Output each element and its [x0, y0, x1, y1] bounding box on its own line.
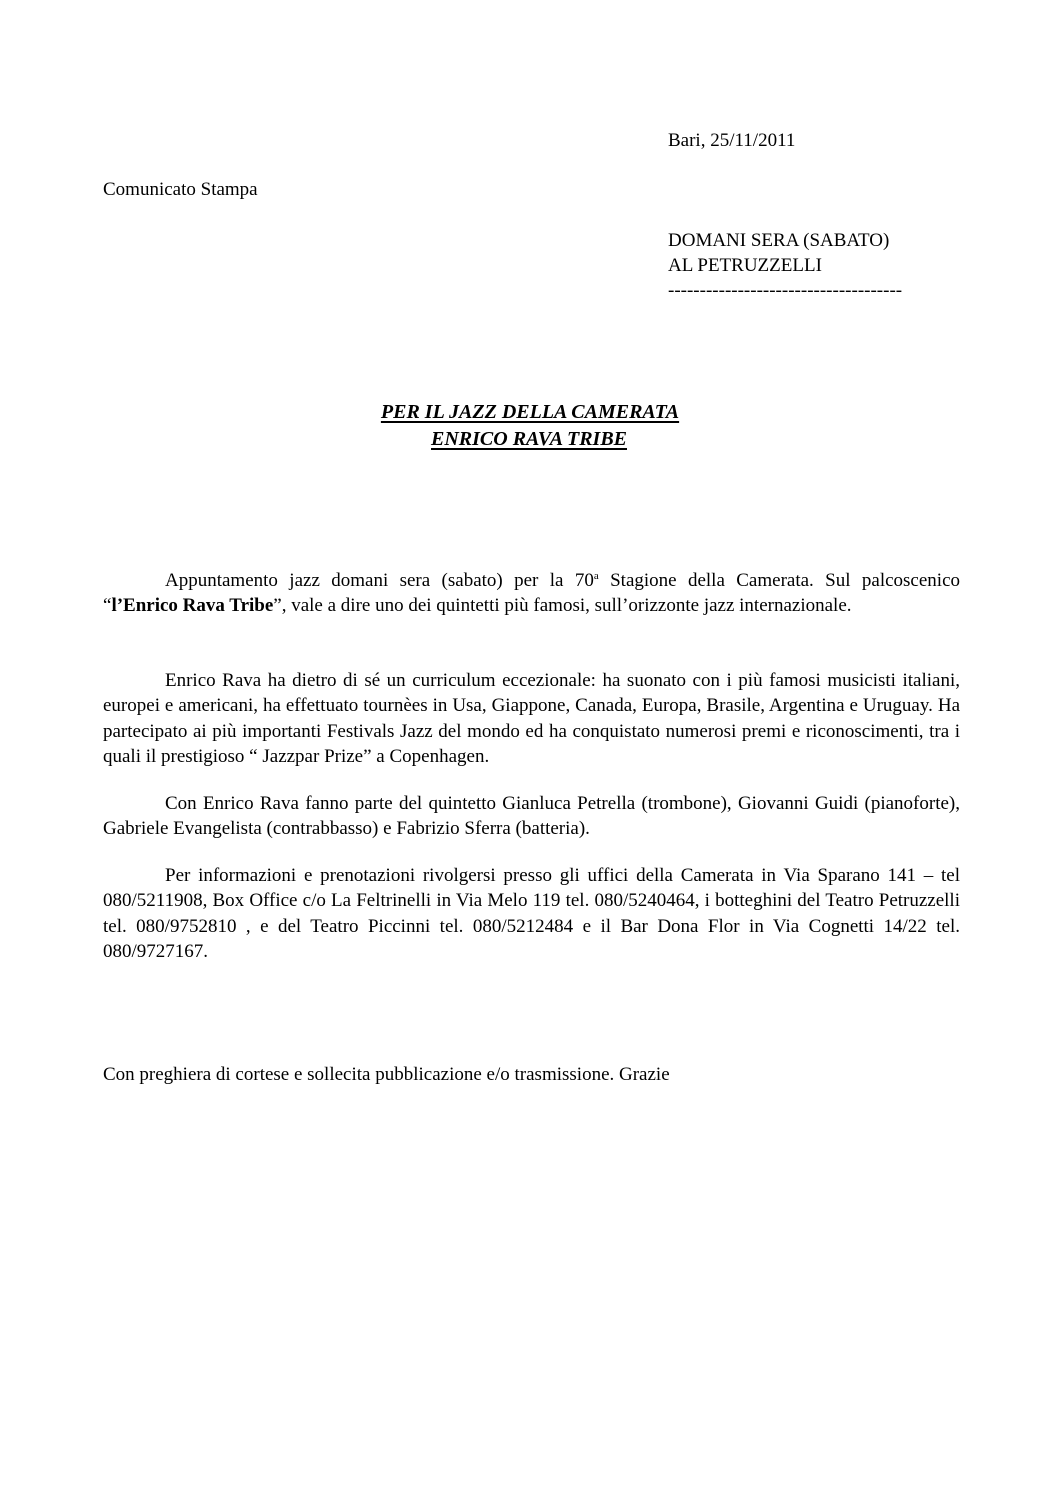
paragraph-text: Appuntamento jazz domani sera (sabato) per la 70	[165, 570, 594, 591]
paragraph-text: Stagione della Camerata. Sul palcoscenico “	[103, 570, 961, 617]
paragraph-lineup: Con Enrico Rava fanno parte del quintetto Gianluca Petrella (trombone), Giovanni Guidi (pianoforte), Gabriele Evangelista (contrabbasso) e Fabrizio Sferra (batteria).	[103, 793, 960, 840]
letter-date: Bari, 25/11/2011	[668, 130, 796, 151]
event-heading	[668, 228, 902, 303]
paragraph-intro	[103, 568, 960, 619]
closing-note: Con preghiera di cortese e sollecita pubblicazione e/o trasmissione. Grazie	[103, 1064, 670, 1085]
ordinal-suffix: a	[593, 570, 599, 582]
title-line: PER IL JAZZ DELLA CAMERATA	[380, 401, 680, 423]
event-heading-line: DOMANI SERA (SABATO)	[668, 230, 890, 251]
event-heading-separator: -------------------------------------	[668, 280, 903, 301]
press-release-title	[0, 399, 1058, 453]
paragraph-text: ”, vale a dire uno dei quintetti più famosi, sull’orizzonte jazz internazionale.	[273, 595, 852, 617]
paragraph-biography: Enrico Rava ha dietro di sé un curriculum eccezionale: ha suonato con i più famosi musicisti italiani, europei e americani, ha effettuato tournèes in Usa, Giappone, Canada, Europa, Brasile, Argentina e Uruguay. Ha partecipato ai più importanti Festivals Jazz del mondo ed ha conquistato numerosi premi e riconoscimenti, tra i quali il prestigioso “ Jazzpar Prize” a Copenhagen.	[103, 670, 960, 767]
document-type: Comunicato Stampa	[103, 179, 258, 200]
paragraph-info: Per informazioni e prenotazioni rivolgersi presso gli uffici della Camerata in Via Sparano 141 – tel 080/5211908, Box Office c/o La Feltrinelli in Via Melo 119 tel. 080/5240464, i botteghini del Teatro Petruzzelli tel. 080/9752810 , e del Teatro Piccinni tel. 080/5212484 e il Bar Dona Flor in Via Cognetti 14/22 tel. 080/9727167.	[103, 865, 960, 962]
band-name: l’Enrico Rava Tribe	[111, 595, 274, 617]
title-line: ENRICO RAVA TRIBE	[431, 428, 627, 450]
event-heading-line: AL PETRUZZELLI	[668, 255, 822, 276]
